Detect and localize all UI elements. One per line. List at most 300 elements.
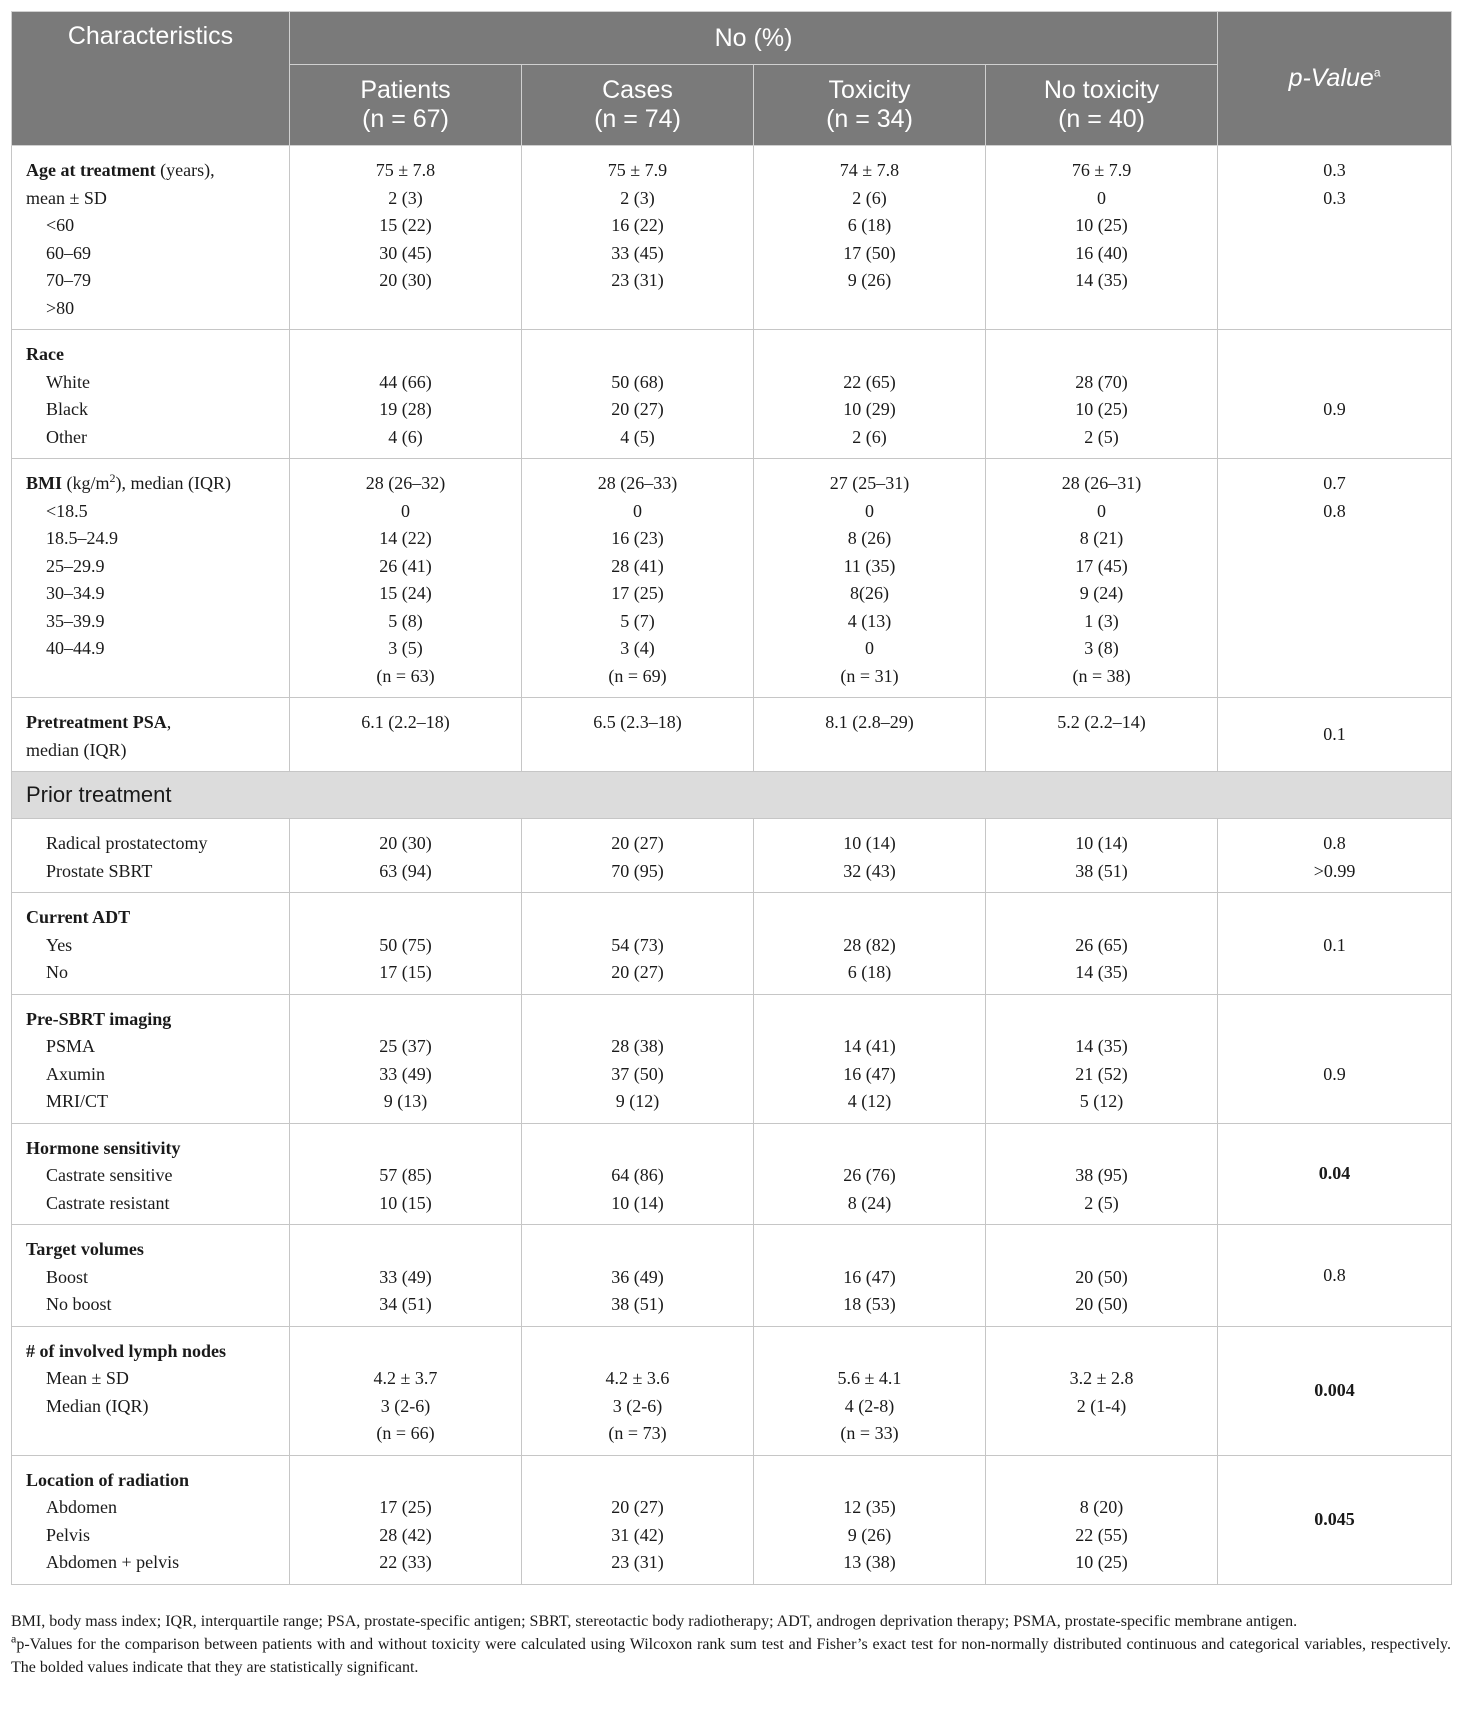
race-label-cell <box>12 330 290 459</box>
nodes-toxicity-cell <box>754 1326 986 1455</box>
value: 28 (41) <box>611 555 664 576</box>
pvalue: 0.3 <box>1323 187 1346 208</box>
value: 10 (25) <box>1075 215 1128 235</box>
hormone-title: Hormone sensitivity <box>26 1137 181 1158</box>
value: 28 (70) <box>1075 371 1128 392</box>
value: 50 (75) <box>379 934 432 955</box>
col-header-no-toxicity <box>986 65 1218 146</box>
bmi-sub-label: 18.5–24.9 <box>46 528 118 548</box>
value: 33 (49) <box>379 1063 432 1084</box>
value: 5.6 ± 4.1 <box>837 1368 902 1388</box>
col-n: (n = 40) <box>1058 105 1145 133</box>
row-race <box>12 330 1452 459</box>
age-sub-label: 60–69 <box>46 242 91 263</box>
value: 8(26) <box>850 583 889 603</box>
value: 28 (42) <box>379 1524 432 1545</box>
value: 9 (12) <box>615 1091 660 1111</box>
nodes-title: # of involved lymph nodes <box>26 1340 227 1361</box>
value: (n = 69) <box>608 665 667 686</box>
target-no-toxicity-cell <box>986 1225 1218 1327</box>
pvalue: 0.9 <box>1323 1063 1346 1084</box>
psa-cases-cell <box>522 698 754 772</box>
value: 0 <box>1097 500 1107 521</box>
bmi-no-toxicity-cell <box>986 459 1218 698</box>
bmi-unit: (kg/m <box>62 473 110 493</box>
value: 75 ± 7.9 <box>607 160 668 180</box>
pvalue: 0.8 <box>1323 500 1346 521</box>
row-target <box>12 1225 1452 1327</box>
value: 3 (4) <box>620 638 655 658</box>
location-patients-cell <box>290 1455 522 1584</box>
col-name: Cases <box>602 76 673 104</box>
value: 20 (50) <box>1075 1266 1128 1287</box>
value: 23 (31) <box>611 1552 664 1572</box>
hormone-cases-cell <box>522 1123 754 1225</box>
hormone-patients-cell <box>290 1123 522 1225</box>
col-name: Patients <box>360 76 451 104</box>
value: 34 (51) <box>379 1294 432 1314</box>
target-sub-label: No boost <box>46 1294 112 1314</box>
prior-label-cell <box>12 819 290 893</box>
value: 5 (7) <box>620 610 655 631</box>
hormone-sub-label: Castrate sensitive <box>46 1165 173 1185</box>
value: 38 (95) <box>1075 1165 1128 1185</box>
value: 38 (51) <box>1075 860 1128 881</box>
value: 76 ± 7.9 <box>1071 160 1132 180</box>
value: 0 <box>865 500 874 521</box>
value: 8.1 (2.8–29) <box>825 712 914 732</box>
value: 2 (6) <box>852 426 887 447</box>
value: 0 <box>865 638 874 658</box>
age-no-toxicity-cell <box>986 146 1218 330</box>
imaging-sub-label: Axumin <box>46 1063 106 1084</box>
adt-sub-label: No <box>46 962 68 982</box>
age-sub-label: mean ± SD <box>26 187 107 208</box>
value: 2 (5) <box>1084 426 1119 447</box>
value: 10 (25) <box>1075 1552 1128 1572</box>
section-title: Prior treatment <box>12 772 1452 819</box>
value: 23 (31) <box>611 270 664 290</box>
value: 3 (2-6) <box>612 1395 663 1416</box>
race-sub-label: Black <box>46 399 88 419</box>
value: (n = 33) <box>840 1423 899 1443</box>
value: 64 (86) <box>611 1165 664 1185</box>
value: 22 (55) <box>1075 1524 1128 1545</box>
age-title-line <box>26 157 289 185</box>
row-nodes <box>12 1326 1452 1455</box>
row-age <box>12 146 1452 330</box>
characteristics-table-wrapper <box>11 11 1451 1585</box>
nodes-label-cell <box>12 1326 290 1455</box>
psa-label-cell <box>12 698 290 772</box>
value: 30 (45) <box>379 242 432 263</box>
value: 6.5 (2.3–18) <box>593 712 682 732</box>
col-n: (n = 34) <box>826 105 913 133</box>
bmi-patients-cell <box>290 459 522 698</box>
value: 26 (76) <box>843 1165 896 1185</box>
age-label-cell <box>12 146 290 330</box>
race-no-toxicity-cell <box>986 330 1218 459</box>
age-title: Age at treatment <box>26 160 156 180</box>
value: 26 (65) <box>1075 934 1128 955</box>
pvalue-note <box>11 1633 1451 1679</box>
pvalue: 0.7 <box>1323 473 1346 493</box>
psa-sub-label: median (IQR) <box>26 739 127 760</box>
value: 20 (30) <box>379 833 432 853</box>
prior-no-toxicity-cell <box>986 819 1218 893</box>
col-header-patients <box>290 65 522 146</box>
age-patients-cell <box>290 146 522 330</box>
pvalue-header-sup: a <box>1373 65 1381 80</box>
col-name: Toxicity <box>828 76 911 104</box>
location-label-cell <box>12 1455 290 1584</box>
value: 20 (27) <box>611 1497 664 1517</box>
row-imaging <box>12 994 1452 1123</box>
prior-toxicity-cell <box>754 819 986 893</box>
bmi-sub-label: 25–29.9 <box>46 555 105 576</box>
value: 17 (50) <box>843 242 896 263</box>
col-n: (n = 74) <box>594 105 681 133</box>
value: 3.2 ± 2.8 <box>1069 1368 1134 1388</box>
bmi-sub-label: <18.5 <box>46 500 88 521</box>
nodes-sub-label: Median (IQR) <box>46 1395 149 1416</box>
value: 2 (3) <box>388 187 423 208</box>
location-pvalue-cell <box>1218 1455 1452 1584</box>
race-cases-cell <box>522 330 754 459</box>
nodes-cases-cell <box>522 1326 754 1455</box>
value: 10 (14) <box>611 1192 664 1213</box>
location-toxicity-cell <box>754 1455 986 1584</box>
value: 22 (65) <box>843 371 896 392</box>
value: 22 (33) <box>379 1552 432 1572</box>
value: 14 (35) <box>1075 1036 1128 1056</box>
location-cases-cell <box>522 1455 754 1584</box>
adt-patients-cell <box>290 893 522 995</box>
location-sub-label: Abdomen + pelvis <box>46 1552 180 1572</box>
pvalue: 0.8 <box>1323 833 1346 853</box>
value: 19 (28) <box>379 399 432 419</box>
pvalue-header <box>1218 12 1452 146</box>
value: 3 (2-6) <box>380 1395 431 1416</box>
value: 33 (49) <box>379 1266 432 1287</box>
value: 14 (22) <box>379 528 432 548</box>
col-name: No toxicity <box>1043 76 1160 104</box>
age-pvalue-cell <box>1218 146 1452 330</box>
col-n: (n = 67) <box>362 105 449 133</box>
abbreviations-note: BMI, body mass index; IQR, interquartile range; PSA, prostate-specific antigen; SBRT, stereotactic body radiotherapy; ADT, androgen deprivation therapy; PSMA, prostate-specific membrane antigen. <box>11 1613 1298 1630</box>
value: 14 (41) <box>843 1036 896 1056</box>
value: 8 (21) <box>1079 528 1124 548</box>
age-cases-cell <box>522 146 754 330</box>
value: 37 (50) <box>611 1063 664 1084</box>
value: 9 (13) <box>383 1091 428 1111</box>
adt-toxicity-cell <box>754 893 986 995</box>
nodes-pvalue-cell <box>1218 1326 1452 1455</box>
value: 4.2 ± 3.7 <box>373 1368 438 1388</box>
row-psa <box>12 698 1452 772</box>
value: 4 (5) <box>620 426 655 447</box>
value: 20 (50) <box>1075 1294 1128 1314</box>
psa-title-rest: , <box>166 712 172 732</box>
value: 2 (5) <box>1084 1192 1119 1213</box>
value: 27 (25–31) <box>829 473 910 493</box>
value: 20 (27) <box>611 833 664 853</box>
prior-sub-label: Radical prostatectomy <box>46 833 208 853</box>
imaging-title: Pre-SBRT imaging <box>26 1008 172 1029</box>
characteristics-table <box>11 11 1452 1585</box>
value: 17 (25) <box>379 1497 432 1517</box>
value: 26 (41) <box>379 555 432 576</box>
value: 6 (18) <box>847 962 892 982</box>
value: 28 (38) <box>611 1036 664 1056</box>
row-location <box>12 1455 1452 1584</box>
race-sub-label: White <box>46 371 90 392</box>
value: 17 (15) <box>379 962 432 982</box>
value: 54 (73) <box>611 934 664 955</box>
value: 16 (22) <box>611 215 664 235</box>
adt-title: Current ADT <box>26 907 131 927</box>
target-pvalue-cell <box>1218 1225 1452 1327</box>
psa-toxicity-cell <box>754 698 986 772</box>
imaging-cases-cell <box>522 994 754 1123</box>
value: 4.2 ± 3.6 <box>605 1368 670 1388</box>
psa-no-toxicity-cell <box>986 698 1218 772</box>
bmi-label-cell <box>12 459 290 698</box>
value: 13 (38) <box>843 1552 896 1572</box>
hormone-label-cell <box>12 1123 290 1225</box>
nodes-no-toxicity-cell <box>986 1326 1218 1455</box>
value: 16 (47) <box>843 1266 896 1287</box>
value: 3 (8) <box>1084 638 1119 658</box>
bmi-sub-label: 35–39.9 <box>46 610 105 631</box>
imaging-sub-label: MRI/CT <box>46 1091 109 1111</box>
value: 4 (12) <box>847 1091 892 1111</box>
bmi-toxicity-cell <box>754 459 986 698</box>
target-cases-cell <box>522 1225 754 1327</box>
section-prior-treatment <box>12 772 1452 819</box>
value: 8 (24) <box>847 1192 892 1213</box>
pvalue: 0.045 <box>1314 1508 1355 1529</box>
value: 28 (26–32) <box>365 473 446 493</box>
value: 2 (1-4) <box>1076 1395 1127 1416</box>
table-footnotes <box>11 1610 1451 1679</box>
bmi-pvalue-cell <box>1218 459 1452 698</box>
imaging-patients-cell <box>290 994 522 1123</box>
pvalue: 0.004 <box>1314 1379 1355 1400</box>
value: 5.2 (2.2–14) <box>1057 712 1146 732</box>
value: 74 ± 7.8 <box>839 160 900 180</box>
value: (n = 63) <box>376 665 435 686</box>
value: (n = 38) <box>1072 665 1131 686</box>
value: 17 (45) <box>1075 555 1128 576</box>
col-header-cases <box>522 65 754 146</box>
bmi-cases-cell <box>522 459 754 698</box>
value: 20 (27) <box>611 399 664 419</box>
adt-no-toxicity-cell <box>986 893 1218 995</box>
imaging-pvalue-cell <box>1218 994 1452 1123</box>
imaging-no-toxicity-cell <box>986 994 1218 1123</box>
value: 63 (94) <box>379 860 432 881</box>
value: (n = 31) <box>840 665 899 686</box>
value: 50 (68) <box>611 371 664 392</box>
race-toxicity-cell <box>754 330 986 459</box>
prior-cases-cell <box>522 819 754 893</box>
value: 28 (82) <box>843 934 896 955</box>
value: 5 (12) <box>1079 1091 1124 1111</box>
table-header <box>12 12 1452 146</box>
pvalue-note-text: p-Values for the comparison between patients with and without toxicity were calculated using Wilcoxon rank sum test and Fisher’s exact test for non-normally distributed continuous and categorical variables, respectively. The bolded values indicate that they are statistically significant. <box>11 1636 1451 1676</box>
bmi-title-rest: ), median (IQR) <box>115 473 231 493</box>
psa-pvalue-cell <box>1218 698 1452 772</box>
value: 57 (85) <box>379 1165 432 1185</box>
pvalue: >0.99 <box>1313 860 1356 881</box>
adt-cases-cell <box>522 893 754 995</box>
value: 4 (2-8) <box>844 1395 895 1416</box>
adt-sub-label: Yes <box>46 934 73 955</box>
adt-pvalue-cell <box>1218 893 1452 995</box>
value: 25 (37) <box>379 1036 432 1056</box>
nodes-sub-label: Mean ± SD <box>46 1368 129 1388</box>
value: 14 (35) <box>1075 270 1128 290</box>
location-sub-label: Pelvis <box>46 1524 91 1545</box>
prior-pvalue-cell <box>1218 819 1452 893</box>
hormone-no-toxicity-cell <box>986 1123 1218 1225</box>
prior-patients-cell <box>290 819 522 893</box>
value: 10 (14) <box>843 833 896 853</box>
pvalue-note-sup: a <box>11 1631 17 1646</box>
value: 10 (29) <box>843 399 896 419</box>
row-adt <box>12 893 1452 995</box>
pvalue: 0.04 <box>1318 1163 1351 1183</box>
group-header: No (%) <box>290 12 1218 65</box>
bmi-sub-label: 40–44.9 <box>46 638 105 658</box>
value: 5 (8) <box>388 610 423 631</box>
value: 4 (6) <box>388 426 423 447</box>
imaging-toxicity-cell <box>754 994 986 1123</box>
pvalue-header-text: p-Value <box>1288 64 1374 92</box>
value: 14 (35) <box>1075 962 1128 982</box>
value: 32 (43) <box>843 860 896 881</box>
col-header-toxicity <box>754 65 986 146</box>
age-toxicity-cell <box>754 146 986 330</box>
prior-sub-label: Prostate SBRT <box>46 860 153 881</box>
nodes-patients-cell <box>290 1326 522 1455</box>
value: 10 (15) <box>379 1192 432 1213</box>
age-title-rest: (years), <box>155 160 215 180</box>
value: 11 (35) <box>843 555 896 576</box>
value: 12 (35) <box>843 1497 896 1517</box>
psa-title-line <box>26 709 289 737</box>
value: 44 (66) <box>379 371 432 392</box>
value <box>986 1420 1217 1448</box>
pvalue: 0.3 <box>1323 160 1346 180</box>
race-sub-label: Other <box>46 426 87 447</box>
value: 1 (3) <box>1084 610 1119 631</box>
value: 10 (25) <box>1075 399 1128 419</box>
bmi-title-line <box>26 470 289 498</box>
value: 6.1 (2.2–18) <box>361 712 450 732</box>
location-no-toxicity-cell <box>986 1455 1218 1584</box>
pvalue: 0.8 <box>1323 1264 1346 1285</box>
value: (n = 66) <box>376 1423 435 1443</box>
target-title: Target volumes <box>26 1239 144 1259</box>
characteristics-header: Characteristics <box>12 12 290 146</box>
location-sub-label: Abdomen <box>46 1497 117 1517</box>
value: 16 (47) <box>843 1063 896 1084</box>
value: 9 (24) <box>1079 583 1124 603</box>
value: 36 (49) <box>611 1266 664 1287</box>
imaging-label-cell <box>12 994 290 1123</box>
value: 20 (30) <box>379 270 432 290</box>
value: 8 (20) <box>1079 1497 1124 1517</box>
value: 10 (14) <box>1075 833 1128 853</box>
race-title: Race <box>26 344 64 364</box>
value: 17 (25) <box>611 583 664 603</box>
imaging-sub-label: PSMA <box>46 1036 96 1056</box>
value: 28 (26–31) <box>1061 473 1142 493</box>
value: 15 (24) <box>379 583 432 603</box>
psa-patients-cell <box>290 698 522 772</box>
hormone-pvalue-cell <box>1218 1123 1452 1225</box>
value: 9 (26) <box>847 270 892 290</box>
psa-title: Pretreatment PSA <box>26 712 167 732</box>
value: 18 (53) <box>843 1294 896 1314</box>
race-patients-cell <box>290 330 522 459</box>
value: 21 (52) <box>1075 1063 1128 1084</box>
bmi-title: BMI <box>26 473 62 493</box>
target-patients-cell <box>290 1225 522 1327</box>
value: 70 (95) <box>611 860 664 881</box>
value: 3 (5) <box>388 638 423 658</box>
bmi-sub-label: 30–34.9 <box>46 583 105 603</box>
value: 38 (51) <box>611 1294 664 1314</box>
value: 28 (26–33) <box>597 473 678 493</box>
value: 8 (26) <box>847 528 892 548</box>
age-sub-label: <60 <box>46 215 75 235</box>
value: 75 ± 7.8 <box>375 160 436 180</box>
target-label-cell <box>12 1225 290 1327</box>
value: 2 (6) <box>852 187 887 208</box>
age-sub-label: >80 <box>46 297 75 318</box>
value: 16 (23) <box>611 528 664 548</box>
location-title: Location of radiation <box>26 1469 190 1490</box>
row-prior <box>12 819 1452 893</box>
value: 31 (42) <box>611 1524 664 1545</box>
bmi-unit-sup: 2 <box>109 471 116 485</box>
hormone-toxicity-cell <box>754 1123 986 1225</box>
pvalue: 0.9 <box>1323 399 1346 419</box>
value: 0 <box>401 500 410 521</box>
row-bmi <box>12 459 1452 698</box>
pvalue: 0.1 <box>1323 934 1346 955</box>
value: 20 (27) <box>611 962 664 982</box>
value: 9 (26) <box>847 1524 892 1545</box>
target-sub-label: Boost <box>46 1266 89 1287</box>
value: 2 (3) <box>620 187 655 208</box>
value: 0 <box>633 500 642 521</box>
race-pvalue-cell <box>1218 330 1452 459</box>
target-toxicity-cell <box>754 1225 986 1327</box>
age-sub-label: 70–79 <box>46 270 91 290</box>
value: 33 (45) <box>611 242 664 263</box>
value: 15 (22) <box>379 215 432 235</box>
adt-label-cell <box>12 893 290 995</box>
hormone-sub-label: Castrate resistant <box>46 1192 170 1213</box>
value: 4 (13) <box>847 610 892 631</box>
value: 6 (18) <box>847 215 892 235</box>
row-hormone <box>12 1123 1452 1225</box>
pvalue: 0.1 <box>1323 723 1346 744</box>
